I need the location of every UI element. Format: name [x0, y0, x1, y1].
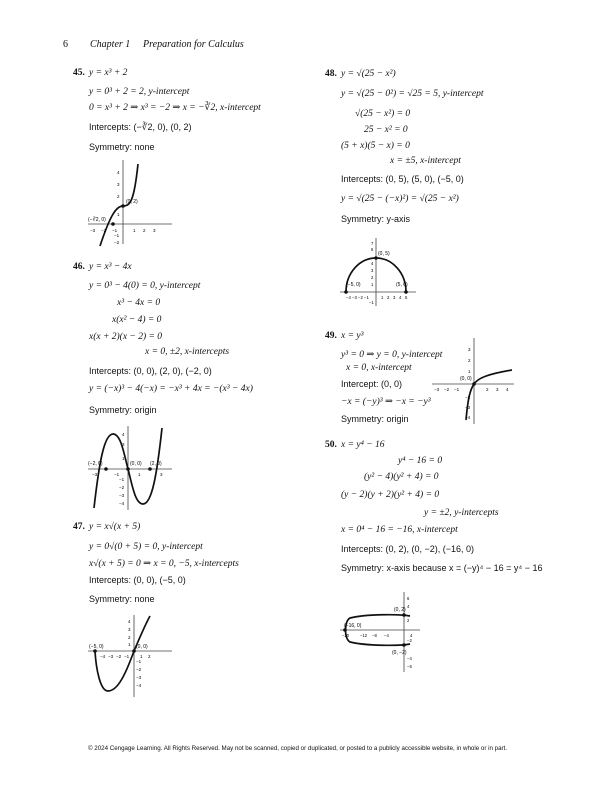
curve	[466, 370, 512, 420]
equation-line: y = √(25 − 0²) = √25 = 5, y-intercept	[341, 89, 484, 99]
point	[402, 643, 406, 647]
point-label: (−5, 0)	[346, 282, 361, 288]
tick-label: 4	[122, 432, 125, 437]
chapter-title: Preparation for Calculus	[143, 39, 244, 50]
tick-label: −2	[358, 295, 363, 300]
tick-label: 1	[140, 654, 143, 659]
point	[126, 467, 130, 471]
symmetry-text: Symmetry: x-axis because x = (−y)⁴ − 16 = y⁴ − 16	[341, 563, 543, 573]
tick-label: −4	[465, 415, 471, 420]
equation-line: y = √(25 − (−x)²) = √(25 − x²)	[341, 194, 459, 204]
chapter-label: Chapter 1	[90, 39, 131, 50]
equation-line: x(x + 2)(x − 2) = 0	[89, 332, 163, 342]
equation-line: 0 = x³ + 2 ⇒ x³ = −2 ⇒ x = −∛2, x-intercept	[89, 103, 261, 113]
tick-label: 3	[468, 347, 471, 352]
equation-line: x = 0⁴ − 16 = −16, x-intercept	[341, 525, 458, 535]
tick-label: 6	[407, 596, 410, 601]
tick-label: −4	[346, 295, 351, 300]
tick-label: −2	[465, 395, 471, 400]
equation-line: y = x³ + 2	[89, 68, 128, 78]
tick-label: 2	[371, 275, 374, 280]
equation-line: y = x³ − 4x	[89, 262, 132, 272]
problem-number: 45.	[73, 68, 85, 78]
intercepts-text: Intercepts: (0, 2), (0, −2), (−16, 0)	[341, 544, 475, 554]
intercepts-text: Intercept: (0, 0)	[341, 379, 403, 389]
tick-label: −2	[444, 387, 450, 392]
graph-47	[86, 613, 178, 699]
tick-label: 1	[122, 456, 125, 461]
tick-label: 3	[496, 387, 499, 392]
tick-label: −1	[114, 472, 120, 477]
tick-label: −4	[384, 633, 389, 638]
tick-label: 3	[128, 627, 131, 632]
point-label: (5, 0)	[396, 282, 408, 288]
tick-label: −4	[119, 501, 125, 506]
point	[344, 290, 348, 294]
symmetry-text: Symmetry: none	[89, 594, 155, 604]
point-label: (0, −2)	[392, 650, 407, 656]
tick-label: 1	[468, 369, 471, 374]
tick-label: −1	[114, 233, 120, 238]
equation-line: y = √(25 − x²)	[341, 69, 396, 79]
equation-line: y = (−x)³ − 4(−x) = −x³ + 4x = −(x³ − 4x)	[89, 384, 253, 394]
tick-label: −3	[352, 295, 357, 300]
symmetry-text: Symmetry: origin	[341, 414, 409, 424]
tick-label: 7	[371, 241, 374, 246]
tick-label: 2	[407, 618, 410, 623]
graph-46	[86, 424, 178, 512]
tick-label: −3	[92, 472, 98, 477]
tick-label: −3	[90, 228, 96, 233]
tick-label: 4	[117, 170, 120, 175]
point	[402, 613, 406, 617]
tick-label: 3	[153, 228, 156, 233]
point-label: (0, 5)	[378, 251, 390, 257]
point-label: (0, 2)	[394, 607, 406, 613]
tick-label: 1	[381, 295, 384, 300]
equation-line: x = 0, ±2, x-intercepts	[145, 347, 230, 357]
tick-label: 2	[486, 387, 489, 392]
tick-label: −3	[434, 387, 440, 392]
point-label: (0, 2)	[126, 199, 138, 205]
point-label: (2, 0)	[150, 461, 162, 467]
intercepts-text: Intercepts: (0, 5), (5, 0), (−5, 0)	[341, 174, 464, 184]
tick-label: −4	[407, 656, 412, 661]
graph-45	[86, 158, 178, 248]
tick-label: −3	[136, 675, 142, 680]
intercepts-text: Intercepts: (−∛2, 0), (0, 2)	[89, 122, 192, 132]
equation-line: −x = (−y)³ ⇒ −x = −y³	[341, 397, 431, 407]
tick-label: −2	[119, 485, 125, 490]
tick-label: 1	[138, 472, 141, 477]
tick-label: −1	[124, 654, 130, 659]
tick-label: −6	[407, 664, 412, 669]
intercepts-text: Intercepts: (0, 0), (2, 0), (−2, 0)	[89, 366, 212, 376]
equation-line: x(x² − 4) = 0	[112, 315, 162, 325]
symmetry-text: Symmetry: origin	[89, 405, 157, 415]
tick-label: 4	[399, 295, 402, 300]
equation-line: √(25 − x²) = 0	[355, 109, 411, 119]
page-number: 6	[63, 39, 68, 50]
tick-label: 3	[122, 442, 125, 447]
intercepts-text: Intercepts: (0, 0), (−5, 0)	[89, 575, 186, 585]
tick-label: 2	[143, 228, 146, 233]
point-label: (−5, 0)	[89, 644, 104, 650]
tick-label: 4	[371, 261, 374, 266]
equation-line: (5 + x)(5 − x) = 0	[341, 141, 410, 151]
tick-label: 2	[117, 194, 120, 199]
tick-label: −2	[114, 240, 120, 245]
tick-label: −1	[454, 387, 460, 392]
tick-label: −2	[136, 667, 142, 672]
tick-label: 1	[371, 282, 374, 287]
point	[148, 467, 152, 471]
equation-line: x = y⁴ − 16	[341, 440, 385, 450]
tick-label: 3	[371, 268, 374, 273]
problem-number: 46.	[73, 262, 85, 272]
point	[121, 204, 125, 208]
tick-label: 3	[117, 182, 120, 187]
problem-number: 49.	[325, 331, 337, 341]
equation-line: y = x√(x + 5)	[89, 522, 141, 532]
tick-label: −4	[100, 654, 106, 659]
equation-line: y³ = 0 ⇒ y = 0, y-intercept	[341, 350, 443, 360]
tick-label: −3	[119, 493, 125, 498]
equation-line: 25 − x² = 0	[364, 125, 408, 135]
tick-label: −8	[372, 633, 377, 638]
problem-number: 48.	[325, 69, 337, 79]
point	[472, 382, 476, 386]
tick-label: −1	[364, 295, 369, 300]
point-label: (0, 0)	[130, 461, 142, 467]
point	[111, 222, 115, 226]
equation-line: y = 0³ − 4(0) = 0, y-intercept	[89, 281, 201, 291]
graph-49	[430, 336, 516, 426]
equation-line: (y − 2)(y + 2)(y² + 4) = 0	[341, 490, 440, 500]
point-label: (0, 0)	[136, 644, 148, 650]
tick-label: 2	[468, 358, 471, 363]
symmetry-text: Symmetry: none	[89, 142, 155, 152]
point	[104, 467, 108, 471]
tick-label: 1	[133, 228, 136, 233]
tick-label: −20	[342, 633, 350, 638]
tick-label: −1	[136, 659, 142, 664]
tick-label: 4	[410, 633, 413, 638]
tick-label: −3	[465, 405, 471, 410]
equation-line: x³ − 4x = 0	[117, 298, 161, 308]
tick-label: 2	[148, 654, 151, 659]
problem-number: 50.	[325, 440, 337, 450]
tick-label: −1	[112, 228, 118, 233]
equation-line: y = ±2, y-intercepts	[424, 508, 499, 518]
tick-label: 3	[393, 295, 396, 300]
problem-number: 47.	[73, 522, 85, 532]
tick-label: −1	[119, 477, 125, 482]
tick-label: 1	[128, 642, 131, 647]
equation-line: x = y³	[341, 331, 364, 341]
graph-50	[338, 590, 422, 674]
point-label: (−∛2, 0)	[88, 217, 106, 223]
equation-line: x√(x + 5) = 0 ⇒ x = 0, −5, x-intercepts	[89, 559, 239, 569]
tick-label: −12	[360, 633, 368, 638]
equation-line: x = ±5, x-intercept	[390, 156, 461, 166]
tick-label: 4	[128, 619, 131, 624]
tick-label: 6	[371, 247, 374, 252]
tick-label: 2	[128, 635, 131, 640]
point-label: (0, 0)	[460, 376, 472, 382]
symmetry-text: Symmetry: y-axis	[341, 214, 411, 224]
tick-label: 4	[407, 604, 410, 609]
point-label: (−2, 0)	[88, 461, 103, 467]
equation-line: y = 0³ + 2 = 2, y-intercept	[89, 87, 190, 97]
point-label: (−16, 0)	[344, 623, 362, 629]
tick-label: −2	[116, 654, 122, 659]
tick-label: 4	[506, 387, 509, 392]
equation-line: (y² − 4)(y² + 4) = 0	[364, 472, 439, 482]
tick-label: 1	[117, 212, 120, 217]
tick-label: −3	[108, 654, 114, 659]
graph-48	[338, 236, 418, 308]
tick-label: 3	[160, 472, 163, 477]
equation-line: x = 0, x-intercept	[346, 363, 412, 373]
point	[404, 290, 408, 294]
equation-line: y = 0√(0 + 5) = 0, y-intercept	[89, 542, 203, 552]
tick-label: −4	[136, 683, 142, 688]
tick-label: 5	[405, 295, 408, 300]
copyright-footer: © 2024 Cengage Learning. All Rights Reserved. May not be scanned, copied or duplicated, or posted to a publicly accessible website, in whole or in part.	[88, 745, 508, 752]
tick-label: −1	[369, 300, 374, 305]
tick-label: −2	[101, 228, 107, 233]
equation-line: y⁴ − 16 = 0	[398, 456, 443, 466]
tick-label: 2	[387, 295, 390, 300]
tick-label: −2	[407, 638, 412, 643]
